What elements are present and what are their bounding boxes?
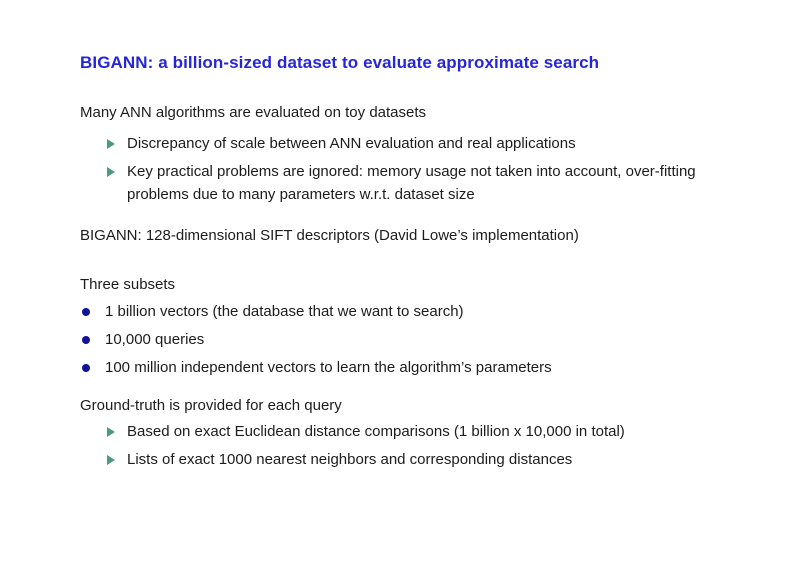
list-item-text: Key practical problems are ignored: memory usage not taken into account, over-fitting problems due to many parameters w.r.t. dataset size	[127, 163, 696, 203]
round-bullet-icon	[82, 364, 90, 372]
list-item	[82, 356, 552, 379]
list-item	[107, 132, 727, 155]
triangle-bullet-icon	[107, 139, 115, 149]
list-item-text: 100 million independent vectors to learn the algorithm’s parameters	[105, 359, 552, 376]
ground-truth-bullet-list	[107, 420, 625, 476]
round-bullet-icon	[82, 308, 90, 316]
toy-datasets-bullet-list	[107, 132, 727, 211]
heading-sift-descriptors: BIGANN: 128-dimensional SIFT descriptors (David Lowe’s implementation)	[80, 227, 579, 244]
list-item-text: Lists of exact 1000 nearest neighbors and corresponding distances	[127, 451, 573, 468]
triangle-bullet-icon	[107, 455, 115, 465]
list-item-text: Based on exact Euclidean distance comparisons (1 billion x 10,000 in total)	[127, 423, 625, 440]
three-subsets-bullet-list	[82, 300, 552, 384]
list-item-text: 1 billion vectors (the database that we want to search)	[105, 303, 464, 320]
list-item	[107, 448, 625, 471]
heading-toy-datasets: Many ANN algorithms are evaluated on toy datasets	[80, 104, 427, 121]
slide-title: BIGANN: a billion-sized dataset to evaluate approximate search	[80, 53, 600, 72]
triangle-bullet-icon	[107, 427, 115, 437]
list-item	[82, 328, 552, 351]
heading-three-subsets: Three subsets	[80, 276, 176, 293]
triangle-bullet-icon	[107, 167, 115, 177]
list-item	[82, 300, 552, 323]
round-bullet-icon	[82, 336, 90, 344]
list-item	[107, 160, 727, 206]
list-item-text: Discrepancy of scale between ANN evaluation and real applications	[127, 135, 576, 152]
list-item	[107, 420, 625, 443]
heading-ground-truth: Ground-truth is provided for each query	[80, 397, 342, 414]
list-item-text: 10,000 queries	[105, 331, 205, 348]
